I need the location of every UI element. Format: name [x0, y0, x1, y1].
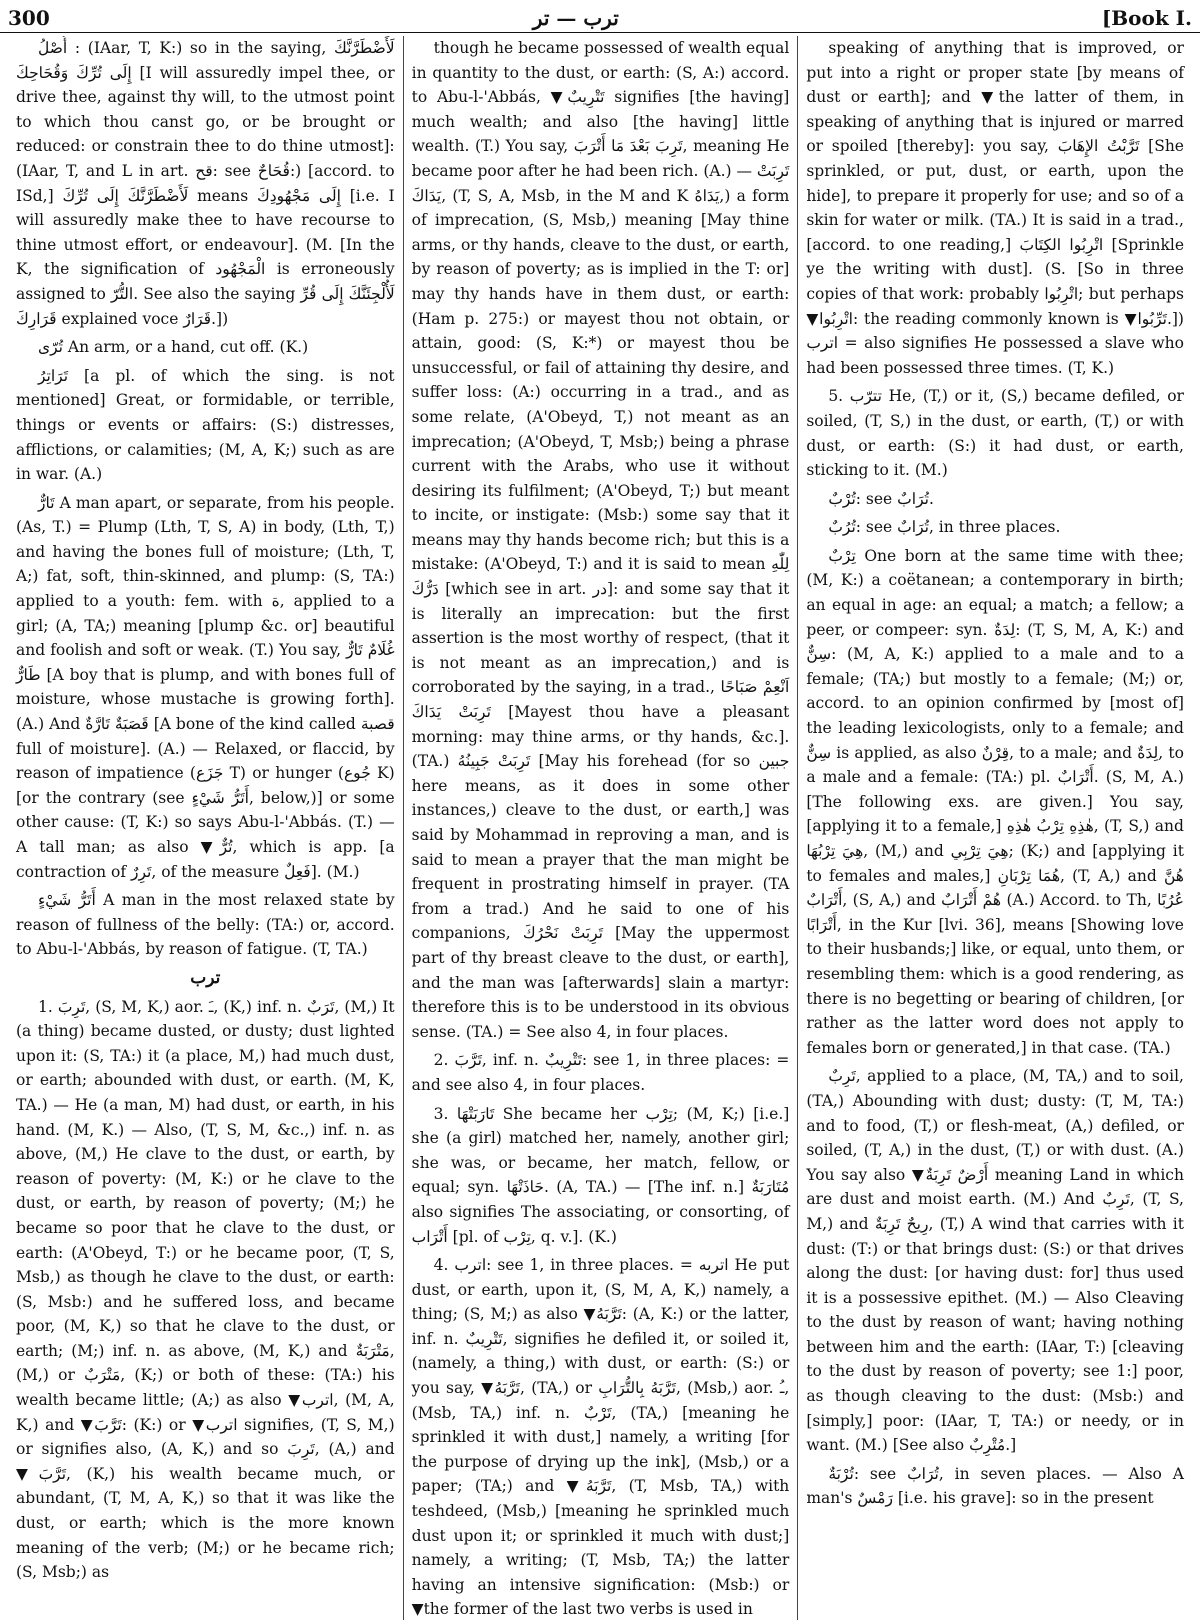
entry-paragraph: أُصْلُ : (IAar, T, K:) so in the saying, لَأَضْطَرَّنَّكَ إِلَى تُرِّكَ وَقُحَاحِكَ [I will assuredly impel thee, or drive thee, against thy will, to the utmost point to which thou canst go, or be brought or reduced: or constrain thee to do thine utmost]: (IAar, T, and L in art. قح: see قُحَاحٌ:) [accord. to ISd,] لَأَضْطَرَّنَّكَ إِلَى تُرِّكَ means إِلَى مَجْهُودِكَ [i.e. I will assuredly make thee to have recourse to thine utmost effort, or endeavour]. (M. [In the K, the signification of الْمَجْهُود is erroneously assigned to التُّرّ. See also the saying لَأُلْجِئَنَّكَ إِلَى قُرِّ قَرَارِكَ explained voce قَرَارٌ.])	[16, 39, 395, 328]
entry-paragraph: 5. تترّب He, (T,) or it, (S,) became defiled, or soiled, (T, S,) in the dust, or earth, (T,) or with dust, or earth: (S:) it had dust, or earth, sticking to it. (M.)	[806, 387, 1184, 480]
entry-paragraph: 4. اترب: see 1, in three places. = اتربه He put dust, or earth, upon it, (S, M, A, K,) namely, a thing; (S, M;) as also ▼تَرَّبَهُ: (A, K:) or the latter, inf. n. تَتْرِيبٌ, signifies he defiled it, or soiled it, (namely, a thing,) with dust, or earth: (S:) or you say, ▼تَرَّبَهُ, (TA,) or تَرَّبَهُ بِالتُّرَابِ, (Msb,) aor. ـُ, (Msb, TA,) inf. n. تَرْبٌ, (TA,) [meaning he sprinkled it with dust,] namely, a writing [for the purpose of drying up the ink], (Msb,) or a paper; (TA;) and ▼تَرَّبَهُ, (T, Msb, TA,) with teshdeed, (Msb,) [meaning he sprinkled much dust upon it; or sprinkled it much with dust;] namely, a writing; (T, Msb, TA;) the latter having an intensive signification: (Msb:) or ▼the former of the last two verbs is used in	[411, 1256, 790, 1619]
book-label: [Book I.	[1101, 6, 1192, 30]
column-2	[403, 36, 798, 1620]
entry-paragraph: 1. تَرِبَ, (S, M, K,) aor. ـَ, (K,) inf. n. تَرَبٌ, (M,) It (a thing) became dusted, or dusty; dust lighted upon it: (S, TA:) it (a place, M,) had much dust, or earth; abounded with dust, or earth. (M, K, TA.) — He (a man, M) had dust, or earth, in his hand. (M, K.) — Also, (T, S, M, &c.,) inf. n. as above, (M,) He clave to the dust, or earth, by reason of poverty: (M, K:) or he clave to the dust, or earth, by reason of poverty; (M;) he became so poor that he clave to the dust, or earth: (A'Obeyd, T:) or he became poor, (T, S, Msb,) as though he clave to the dust, or earth: (S, Msb:) and he suffered loss, and became poor, (M, K,) so that he clave to the dust, or earth; (M;) inf. n. as above, (M, K,) and مَتْرَبَةٌ, (M,) or مَتْرَبٌ, (K;) or both of these: (TA:) his wealth became little; (A;) as also ▼اترب, (M, A, K,) and ▼تَرَّبَ: (K:) or ▼اترب signifies, (T, S, M,) or signifies also, (A, K,) and so تَرِبَ, (A,) and ▼تَرَّبَ, (K,) his wealth became much, or abundant, (T, M, A, K,) so that it was like the dust, or earth; which is the more known meaning of the verb; (M;) or he became rich; (S, Msb;) as	[16, 997, 395, 1582]
entry-paragraph: تَارٌّ A man apart, or separate, from his people. (As, T.) = Plump (Lth, T, S, A) in body, (Lth, T,) and having the bones full of moisture; (Lth, T, A;) fat, soft, thin-skinned, and plump: (S, TA:) applied to a youth: fem. with ة, applied to a girl; (A, TA;) meaning [plump &c. or] beautiful and foolish and soft or weak. (T.) You say, غُلَامٌ تَارٌّ طَارٌّ [A boy that is plump, and with bones full of moisture, whose mustache is growing forth]. (A.) And قَصَبَةٌ تَارَّةٌ [A bone of the kind called قصبة full of moisture]. (A.) — Relaxed, or flaccid, by reason of impatience (جَزَع T) or hunger (جُوع K) [or the contrary (see أَتَرُّ شَيْءٍ, below,)] or some other cause: (T, K:) so says Abu-l-'Abbás. (T.) — A tall man; as also ▼تُرٌّ, which is app. [a contraction of تَرِرٌ, of the measure فَعِلٌ]. (M.)	[16, 493, 395, 881]
entry-paragraph: 2. تَرَّبَ, inf. n. تَتْرِيبٌ: see 1, in three places: = and see also 4, in four places.	[411, 1051, 790, 1094]
entry-paragraph: تِرْبٌ One born at the same time with thee; (M, K:) a coëtanean; a contemporary in birth; an equal in age: an equal; a match; a fellow; a peer, or compeer: syn. لِدَةٌ: (T, S, M, A, K:) and سِنٌّ: (M, A, K:) applied to a male and to a female; (TA;) but mostly to a female; (M;) or, accord. to an opinion confirmed by [most of] the leading lexicologists, only to a female; and سِنٌّ is applied, as also قِرْنٌ, to a male; and لِدَةٌ, to a male and a female: (TA:) pl. أَتْرَابٌ. (S, M, A.) [The following exs. are given.] You say, [applying it to a female,] هٰذِهِ تِرْبُ هٰذِهِ, (T, S,) and هِيَ تِرْبُهَا, (M,) and هِيَ تِرْبِي; (K;) and [applying it to females and males,] هُمَا تِرْبَانِ, (T, A,) and هُنَّ أَتْرَابٌ, (S, A,) and هُمْ أَتْرَابٌ (A.) Accord. to Th, عُرُبًا أَتْرَابًا, in the Kur [lvi. 36], means [Showing love to their husbands;] like, or equal, unto them, or resembling them: which is a good rendering, as there is no begetting or bearing of children, [or rather as the latter word does not apply to females born or generated,] in that case. (TA.)	[806, 546, 1184, 1057]
entry-paragraph: تُرْبٌ: see تُرَابٌ.	[828, 489, 934, 508]
header-rule	[0, 32, 1200, 33]
entry-paragraph: 3. تَارَبَتْهَا She became her تِرْب; (M, K;) [i.e.] she (a girl) matched her, namely, another girl; she was, or became, her match, fellow, or equal; syn. حَاذَتْهَا. (A, TA.) — [The inf. n.] مُتَارَبَةٌ also signifies The associating, or consorting, of أَتْرَاب [pl. of تِرْب, q. v.]. (K.)	[411, 1104, 790, 1246]
entry-paragraph: تُرّى An arm, or a hand, cut off. (K.)	[38, 338, 309, 357]
section-heading: ترب	[190, 967, 221, 988]
column-1	[8, 36, 403, 1620]
entry-paragraph: تَرَاتِرُ [a pl. of which the sing. is not mentioned] Great, or formidable, or terrible, things or events or affairs: (S:) distresses, afflictions, or calamities; (M, A, K;) such as are in war. (A.)	[16, 366, 395, 484]
entry-paragraph: though he became possessed of wealth equal in quantity to the dust, or earth: (S, A:) accord. to Abu-l-'Abbás, ▼تَتْرِيبٌ signifies [the having] much wealth; and also [the having] little wealth. (T.) You say, تَرِبَ بَعْدَ مَا أَتْرَبَ, meaning He became poor after he had been rich. (A.) — تَرِبَتْ يَدَاكَ, (T, S, A, Msb, in the M and K يَدَاهُ,) a form of imprecation, (S, Msb,) meaning [May thine arms, or thy hands, cleave to the dust, or earth, by reason of poverty; as is implied in the T: or] may thy hands have in them dust, or earth: (Ham p. 275:) or mayest thou not obtain, or attain, good: (S, K:*) or mayest thou be unsuccessful, or fail of attaining thy desire, and suffer loss: (A:) occurring in a trad., and as some relate, (A'Obeyd, T,) not meant as an imprecation; (A'Obeyd, T, Msb;) being a phrase current with the Arabs, who use it without desiring its fulfilment; (A'Obeyd, T;) but meant to incite, or instigate: (Msb:) some say that it means may thy hands become rich; but this is a mistake: (A'Obeyd, T:) and it is said to mean لِلّٰهِ دَرُّكَ [which see in art. در]: and some say that it is literally an imprecation: but the first assertion is the most worthy of respect, (that it is not meant as an imprecation,) and is corroborated by the saying, in a trad., اَنْعِمْ صَبَاحًا تَرِبَتْ يَدَاكَ [Mayest thou have a pleasant morning: may thine arms, or thy hands, &c.]. (TA.) تَرِبَتْ جَبِينُهُ [May his forehead (for so جبين here means, as it does in some other instances,) cleave to the dust, or earth,] was said by Mohammad in reproving a man, and is said to mean a prayer that the man might be frequent in prostrating himself in prayer. (TA from a trad.) And he said to one of his companions, تَرِبَتْ نَحْرُكَ [May the uppermost part of thy breast cleave to the dust, or earth], and the man was [afterwards] slain a martyr: therefore this is to be understood in its obvious sense. (TA.) = See also 4, in four places.	[411, 39, 790, 1041]
entry-paragraph: أَتَرُّ شَيْءٍ A man in the most relaxed state by reason of fullness of the belly: (TA:) or, accord. to Abu-l-'Abbás, by reason of fatigue. (T, TA.)	[16, 891, 395, 959]
page-header	[8, 4, 1192, 32]
entry-paragraph: تُرُبٌ: see تُرَابٌ, in three places.	[828, 518, 1061, 537]
entry-paragraph: تَرِبٌ, applied to a place, (M, TA,) and to soil, (TA,) Abounding with dust; dusty: (T, M, TA:) and to food, (T,) or flesh-meat, (A,) defiled, or soiled, (T, A,) in the dust, (T,) or with dust. (A.) You say also ▼أَرْضٌ تَرِبَةٌ meaning Land in which are dust and moist earth. (M.) And تَرِبٌ, (T, S, M,) and رِيحٌ تَرِبَةٌ, (T,) A wind that carries with it dust: (T:) or that brings dust: (S:) or that drives along the dust: [or having dust: for] thus used it is a possessive epithet. (M.) — Also Cleaving to the dust by reason of want; having nothing between him and the earth: (IAar, T:) [cleaving to the dust by reason of poverty; see 1:] poor, as though cleaving to the dust: (Msb:) and [simply,] poor: (IAar, T, TA:) or needy, or in want. (M.) [See also مُتْرِبٌ.]	[806, 1067, 1184, 1455]
columns	[8, 36, 1192, 1620]
running-title: ترب — تر	[532, 6, 619, 30]
column-3	[797, 36, 1192, 1620]
entry-paragraph: speaking of anything that is improved, or put into a right or proper state [by means of dust or earth]; and ▼the latter of them, in speaking of anything that is injured or marred or spoiled [thereby]: you say, تَرَّبْتُ الإِهَابَ [She sprinkled, or put, dust, or earth, upon the hide], to prepare it properly for use; and so of a skin for water or milk. (TA.) It is said in a trad., [accord. to one reading,] اتْرِبُوا الكِتَابَ [Sprinkle ye the writing with dust]. (S. [So in three copies of that work: probably اتْرِبُوا; but perhaps ▼اتْرِبُوا: the reading commonly known is ▼تَرِّبُوا.]) اترب = also signifies He possessed a slave who had been possessed three times. (T, K.)	[806, 39, 1184, 377]
entry-paragraph: تُرْبَةٌ: see تُرَابٌ, in seven places. — Also A man's رَمْسٌ [i.e. his grave]: so in the present	[806, 1464, 1184, 1508]
page-number: 300	[8, 6, 50, 30]
